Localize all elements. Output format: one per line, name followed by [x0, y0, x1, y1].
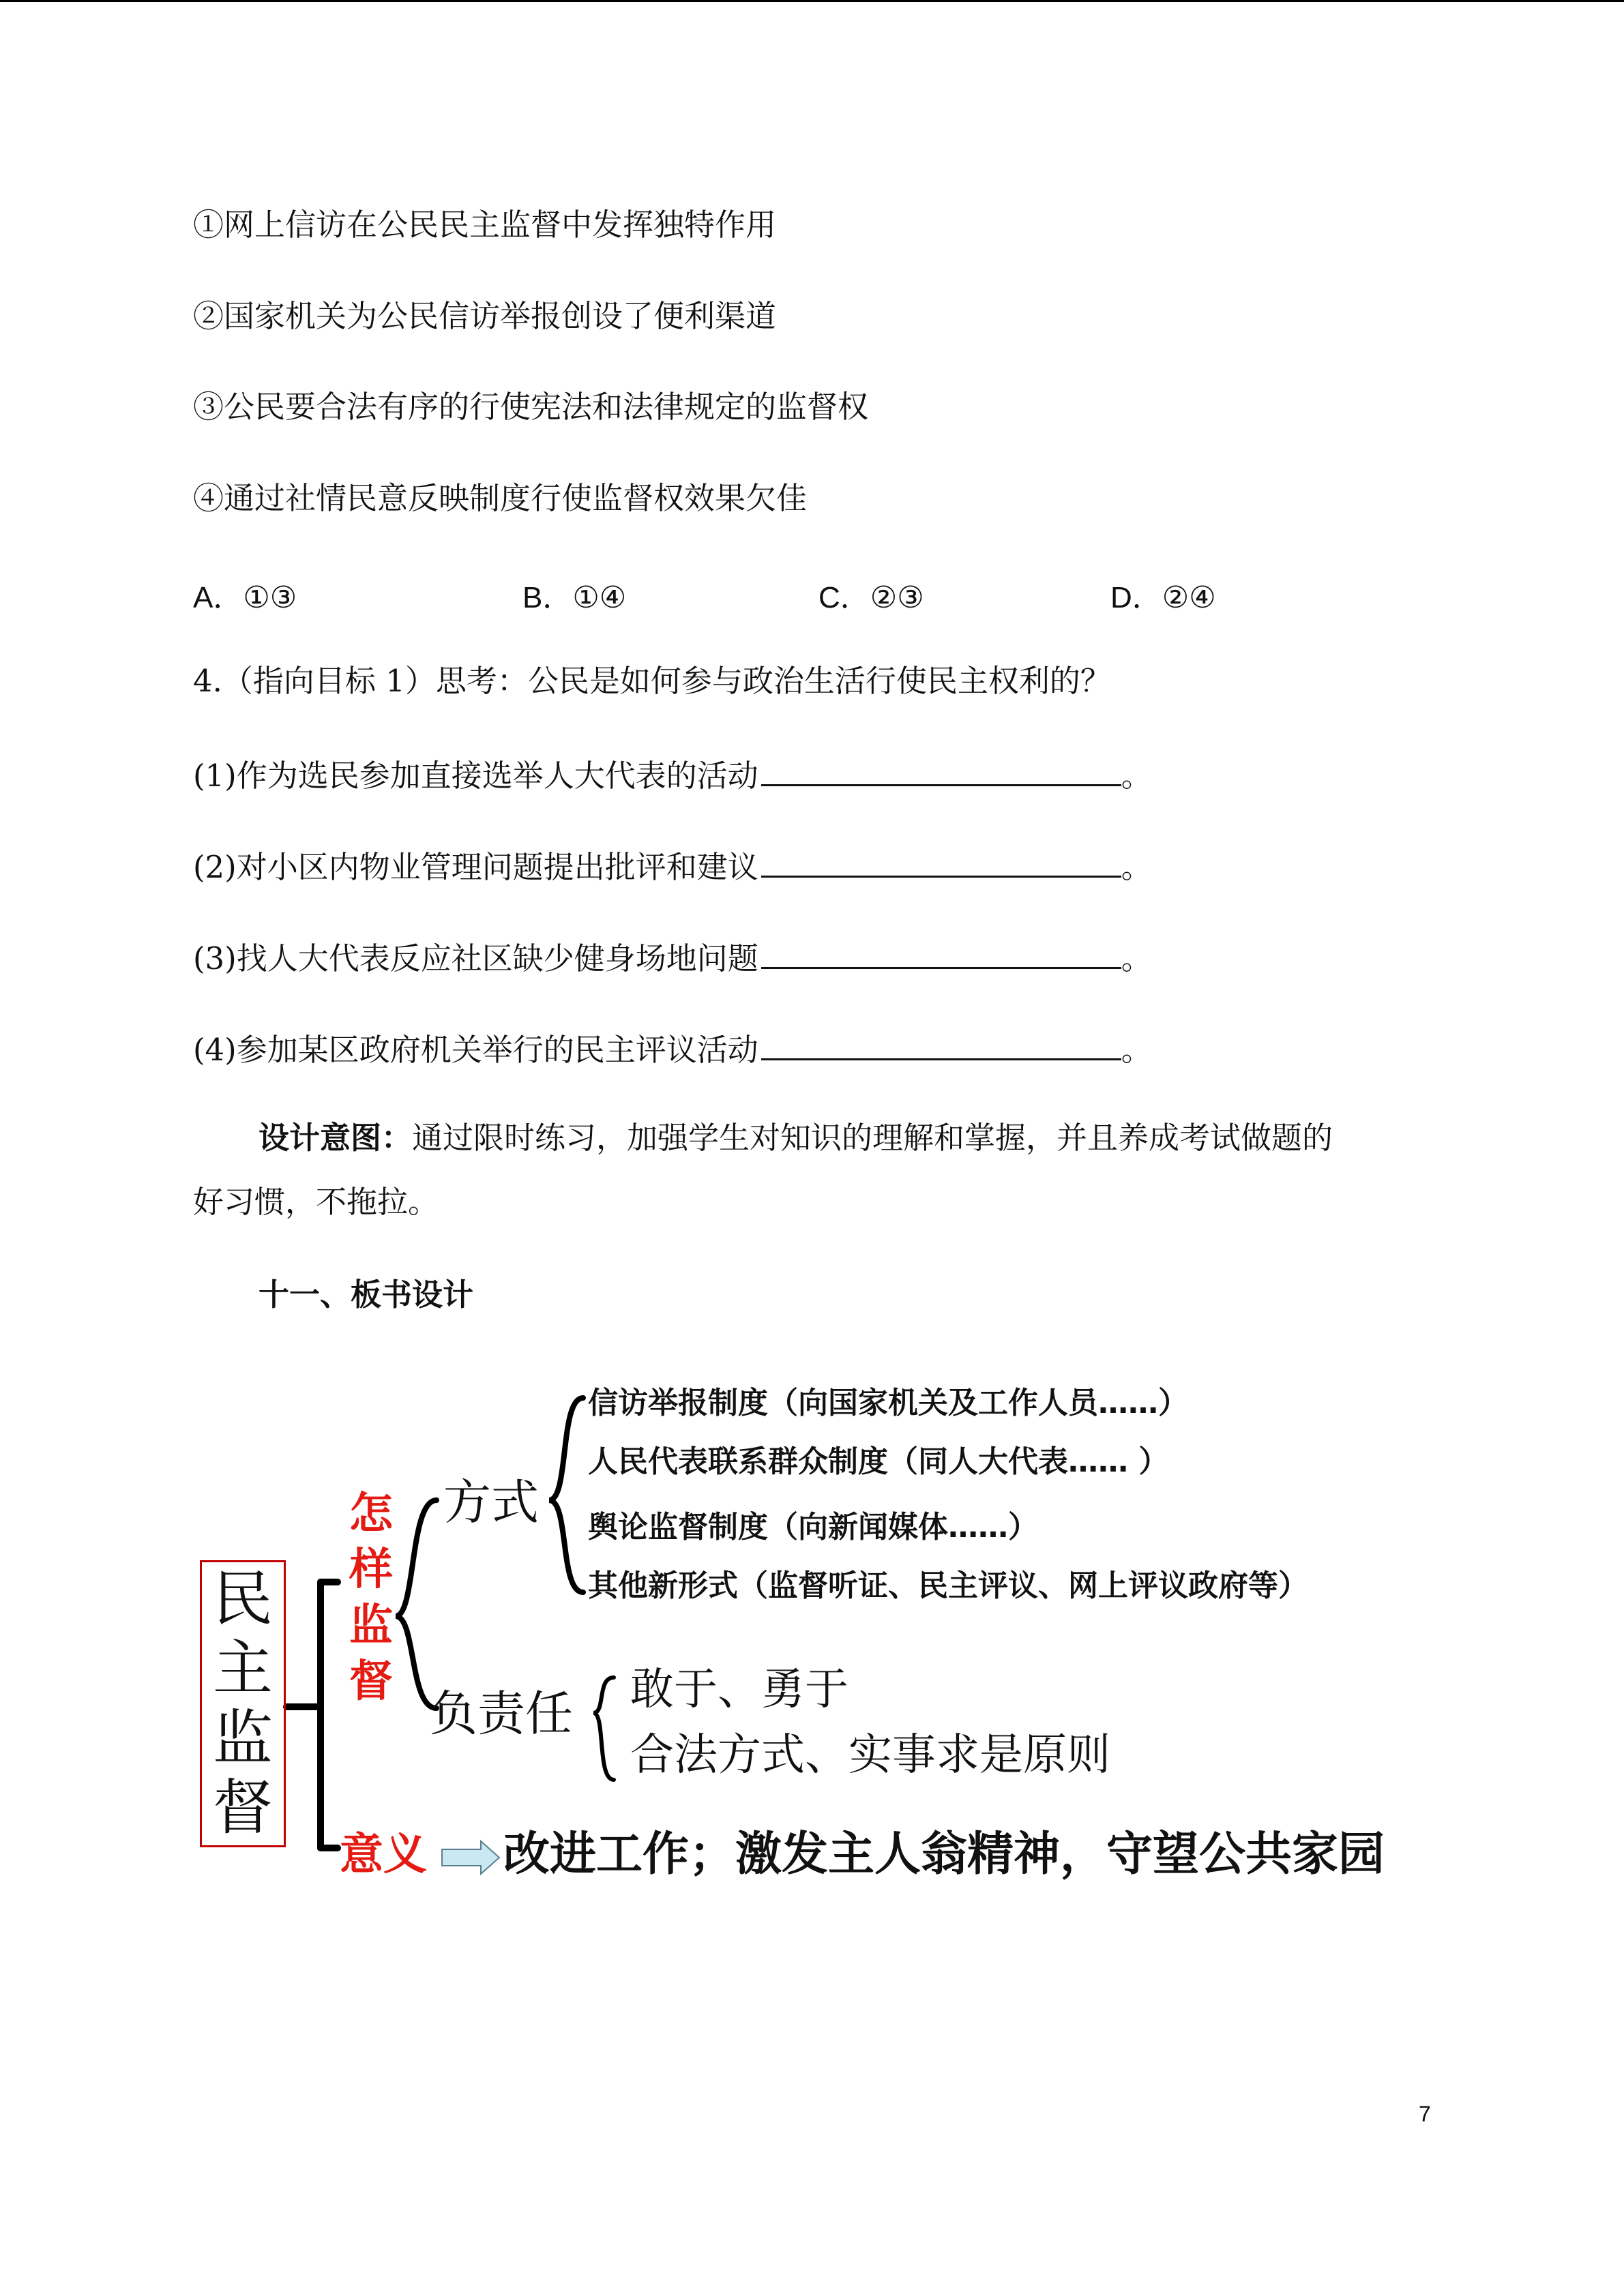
sub-question-3: (3)找人大代表反应社区缺少健身场地问题 。 [193, 937, 1152, 977]
way-item-4: 其他新形式（监督听证、民主评议、网上评议政府等） [588, 1568, 1308, 1603]
way-item-3: 舆论监督制度（向新闻媒体……） [588, 1510, 1038, 1545]
sub-question-1: (1)作为选民参加直接选举人大代表的活动 。 [193, 754, 1152, 794]
statement-3: ③公民要合法有序的行使宪法和法律规定的监督权 [193, 389, 869, 425]
way-item-1: 信访举报制度（向国家机关及工作人员……） [588, 1386, 1188, 1420]
option-b: B．①④ [522, 581, 627, 614]
design-intent: 设计意图：通过限时练习，加强学生对知识的理解和掌握，并且养成考试做题的 好习惯，不拖拉。 [193, 1120, 1333, 1220]
section-heading: 十一、板书设计 [259, 1277, 474, 1313]
meaning-text: 改进工作；激发主人翁精神，守望公共家园 [503, 1827, 1385, 1881]
page-number: 7 [1419, 2102, 1431, 2126]
statement-1: ①网上信访在公民民主监督中发挥独特作用 [193, 207, 777, 243]
meaning-label: 意义 [340, 1830, 427, 1880]
root-concept-box: 民 主 监 督 [200, 1560, 286, 1847]
responsibility-item-2: 合法方式、实事求是原则 [630, 1730, 1110, 1780]
option-c: C．②③ [818, 581, 924, 614]
sub-question-2: (2)对小区内物业管理问题提出批评和建议 。 [193, 846, 1152, 886]
option-a: A．①③ [193, 581, 297, 614]
statement-2: ②国家机关为公民信访举报创设了便利渠道 [193, 298, 777, 334]
way-label: 方式 [443, 1474, 539, 1530]
way-item-2: 人民代表联系群众制度（同人大代表…… ） [588, 1444, 1169, 1479]
sub-question-4: (4)参加某区政府机关举行的民主评议活动 。 [193, 1028, 1152, 1069]
question-4-title: 4.（指向目标 1）思考：公民是如何参与政治生活行使民主权利的？ [193, 663, 1111, 699]
responsibility-label: 负责任 [430, 1686, 573, 1742]
responsibility-item-1: 敢于、勇于 [630, 1665, 848, 1715]
option-d: D．②④ [1110, 581, 1216, 614]
statement-4: ④通过社情民意反映制度行使监督权效果欠佳 [193, 480, 808, 516]
design-intent-label: 设计意图： [259, 1120, 413, 1156]
